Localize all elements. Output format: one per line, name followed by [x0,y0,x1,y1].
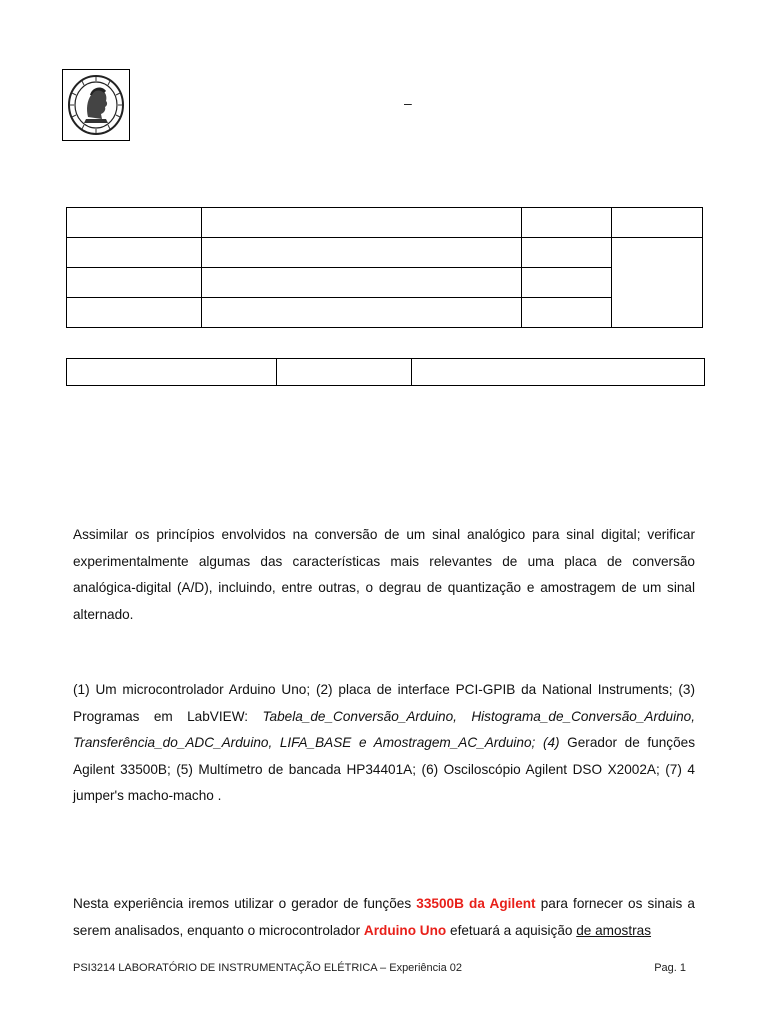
university-seal-logo [62,69,130,141]
table-cell [67,238,202,268]
table-cell [202,208,522,238]
table-cell [67,359,277,386]
table-cell [67,268,202,298]
page-number: Pag. 1 [654,962,686,974]
header-dash: – [404,95,412,111]
table-row [67,298,703,328]
intro-paragraph [73,891,695,944]
arduino-highlight: Arduino Uno [363,922,447,938]
identification-table [66,207,703,328]
group-table [66,358,705,386]
intro-text-1: Nesta experiência iremos utilizar o gerador de funções [73,896,417,911]
table-cell [522,268,612,298]
table-cell [202,268,522,298]
table-cell [522,208,612,238]
table-cell [412,359,705,386]
footer-title: PSI3214 LABORATÓRIO DE INSTRUMENTAÇÃO ELÉTRICA – Experiência 02 [73,962,462,974]
materials-paragraph [73,677,695,810]
samples-underlined: de amostras [576,922,652,938]
table-cell [277,359,412,386]
table-cell [202,298,522,328]
programs-list: Tabela_de_Conversão_Arduino, Histograma_de_Conversão_Arduino, Transferência_do_ADC_Arduino, LIFA_BASE e Amostragem_AC_Arduino; (4) [73,708,696,750]
university-seal-icon [66,73,126,137]
table-cell [522,298,612,328]
objective-paragraph: Assimilar os princípios envolvidos na conversão de um sinal analógico para sinal digital; verificar experimentalmente algumas das características mais relevantes de uma placa de conversão analógica-digital (A/D), incluindo, entre outras, o degrau de quantização e amostragem de um sinal alternado. [73,527,695,622]
table-row [67,238,703,268]
table-cell [67,208,202,238]
table-row [67,359,705,386]
table-cell-merged [612,238,703,328]
materials-text-2: Gerador de funções Agilent 33500B; (5) Multímetro de bancada HP34401A; (6) Osciloscópio Agilent DSO X2002A; (7) 4 jumper's macho-macho . [73,735,695,803]
intro-text-2: para fornecer os sinais a serem analisados, enquanto o microcontrolador [73,896,695,938]
table-cell [612,208,703,238]
table-cell [67,298,202,328]
intro-text-3: efetuará a aquisição [446,922,577,938]
generator-highlight: 33500B da Agilent [416,896,536,911]
table-cell [522,238,612,268]
materials-text-1: (1) Um microcontrolador Arduino Uno; (2) placa de interface PCI-GPIB da National Instruments; (3) Programas em LabVIEW: [73,682,695,724]
table-cell [202,238,522,268]
table-row [67,208,703,238]
table-row [67,268,703,298]
